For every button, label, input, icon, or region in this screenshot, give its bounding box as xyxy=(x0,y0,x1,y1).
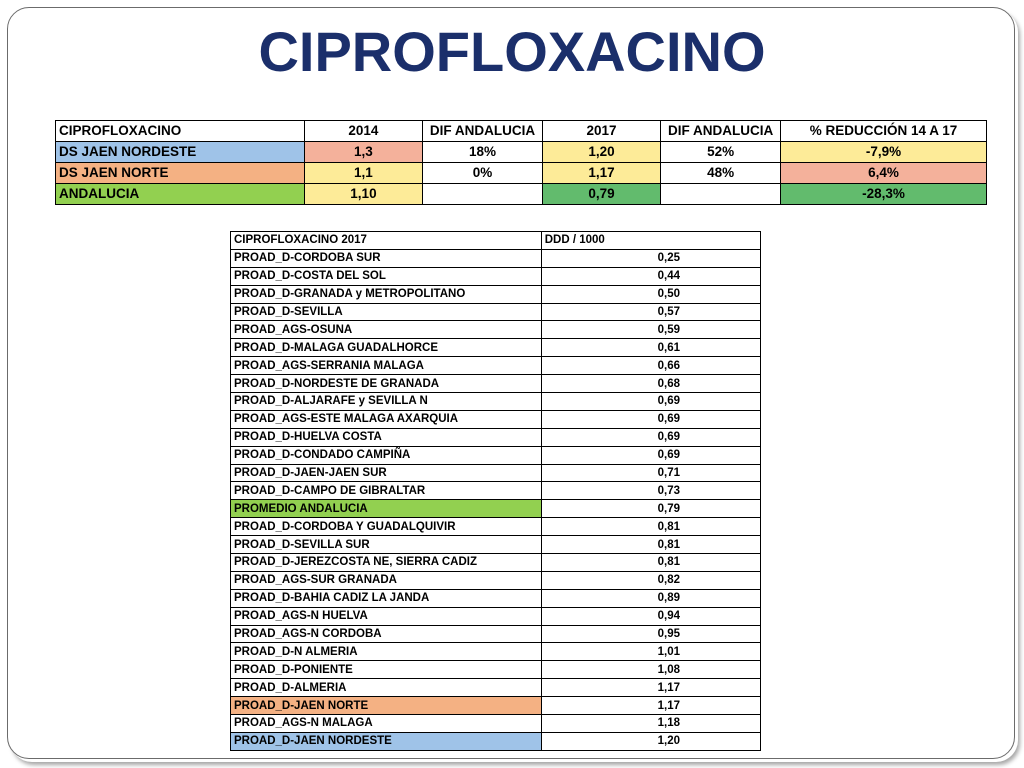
ranking-row xyxy=(231,571,761,589)
ranking-value-cell: 0,59 xyxy=(541,321,760,339)
ranking-header-value: DDD / 1000 xyxy=(541,232,760,250)
ranking-value-cell: 0,44 xyxy=(541,267,760,285)
summary-cell-reduccion: 6,4% xyxy=(781,163,987,184)
ranking-row xyxy=(231,375,761,393)
summary-header-cell: CIPROFLOXACINO xyxy=(56,121,305,142)
ranking-value-cell: 0,73 xyxy=(541,482,760,500)
ranking-row xyxy=(231,339,761,357)
ranking-name-cell: PROAD_D-JAEN NORDESTE xyxy=(231,732,542,750)
ranking-name-cell: PROAD_D-BAHIA CADIZ LA JANDA xyxy=(231,589,542,607)
ranking-row xyxy=(231,518,761,536)
ranking-value-cell: 0,89 xyxy=(541,589,760,607)
page-title: CIPROFLOXACINO xyxy=(258,20,766,83)
ranking-row xyxy=(231,428,761,446)
ranking-name-cell: PROAD_AGS-N HUELVA xyxy=(231,607,542,625)
ranking-row xyxy=(231,697,761,715)
ranking-name-cell: PROAD_D-SEVILLA xyxy=(231,303,542,321)
ranking-row xyxy=(231,589,761,607)
ranking-name-cell: PROAD_D-JAEN NORTE xyxy=(231,697,542,715)
summary-header-cell: 2017 xyxy=(542,121,660,142)
ranking-row xyxy=(231,715,761,733)
ranking-name-cell: PROAD_D-CORDOBA Y GUADALQUIVIR xyxy=(231,518,542,536)
ranking-name-cell: PROAD_D-NORDESTE DE GRANADA xyxy=(231,375,542,393)
summary-header-cell: DIF ANDALUCIA xyxy=(661,121,781,142)
ranking-name-cell: PROAD_AGS-SERRANIA MALAGA xyxy=(231,357,542,375)
ranking-value-cell: 0,95 xyxy=(541,625,760,643)
summary-row xyxy=(56,163,987,184)
ranking-value-cell: 0,57 xyxy=(541,303,760,321)
ranking-row xyxy=(231,393,761,411)
summary-cell-v2014: 1,1 xyxy=(304,163,422,184)
ranking-row xyxy=(231,625,761,643)
ranking-value-cell: 0,69 xyxy=(541,428,760,446)
ranking-name-cell: PROAD_D-ALMERIA xyxy=(231,679,542,697)
ranking-value-cell: 1,17 xyxy=(541,697,760,715)
ranking-name-cell: PROAD_D-JEREZCOSTA NE, SIERRA CADIZ xyxy=(231,554,542,572)
ranking-value-cell: 0,25 xyxy=(541,249,760,267)
ranking-value-cell: 1,18 xyxy=(541,715,760,733)
summary-cell-v2014: 1,3 xyxy=(304,142,422,163)
ranking-row xyxy=(231,285,761,303)
ranking-value-cell: 1,01 xyxy=(541,643,760,661)
ranking-name-cell: PROAD_D-CAMPO DE GIBRALTAR xyxy=(231,482,542,500)
ranking-row xyxy=(231,321,761,339)
ranking-value-cell: 0,81 xyxy=(541,554,760,572)
ranking-value-cell: 0,82 xyxy=(541,571,760,589)
summary-header-cell: DIF ANDALUCIA xyxy=(423,121,543,142)
ranking-value-cell: 0,50 xyxy=(541,285,760,303)
ranking-value-cell: 0,61 xyxy=(541,339,760,357)
ranking-name-cell: PROAD_D-CORDOBA SUR xyxy=(231,249,542,267)
ranking-table-body xyxy=(231,232,761,751)
ranking-row xyxy=(231,267,761,285)
summary-cell-reduccion: -28,3% xyxy=(781,184,987,205)
ranking-name-cell: PROAD_D-HUELVA COSTA xyxy=(231,428,542,446)
ranking-name-cell: PROAD_D-N ALMERIA xyxy=(231,643,542,661)
summary-cell-v2014: 1,10 xyxy=(304,184,422,205)
ranking-value-cell: 0,69 xyxy=(541,446,760,464)
summary-cell-reduccion: -7,9% xyxy=(781,142,987,163)
summary-cell-v2017: 0,79 xyxy=(542,184,660,205)
summary-cell-name: DS JAEN NORDESTE xyxy=(56,142,305,163)
ranking-name-cell: PROAD_D-JAEN-JAEN SUR xyxy=(231,464,542,482)
ranking-row xyxy=(231,679,761,697)
ranking-name-cell: PROAD_D-MALAGA GUADALHORCE xyxy=(231,339,542,357)
ranking-name-cell: PROAD_D-SEVILLA SUR xyxy=(231,536,542,554)
summary-cell-dif2014 xyxy=(423,184,543,205)
summary-cell-name: ANDALUCIA xyxy=(56,184,305,205)
ranking-value-cell: 0,69 xyxy=(541,393,760,411)
summary-header-cell: % REDUCCIÓN 14 A 17 xyxy=(781,121,987,142)
ranking-row xyxy=(231,536,761,554)
summary-cell-dif2014: 0% xyxy=(423,163,543,184)
ranking-value-cell: 0,68 xyxy=(541,375,760,393)
summary-cell-dif2017: 48% xyxy=(661,163,781,184)
ranking-row xyxy=(231,643,761,661)
ranking-value-cell: 0,94 xyxy=(541,607,760,625)
ranking-name-cell: PROMEDIO ANDALUCIA xyxy=(231,500,542,518)
summary-row xyxy=(56,142,987,163)
summary-table-body xyxy=(56,121,987,205)
ranking-value-cell: 1,17 xyxy=(541,679,760,697)
ranking-row xyxy=(231,500,761,518)
ranking-header-row xyxy=(231,232,761,250)
ranking-table xyxy=(230,231,761,751)
ranking-name-cell: PROAD_AGS-SUR GRANADA xyxy=(231,571,542,589)
summary-cell-dif2014: 18% xyxy=(423,142,543,163)
ranking-value-cell: 0,66 xyxy=(541,357,760,375)
ranking-name-cell: PROAD_AGS-N CORDOBA xyxy=(231,625,542,643)
ranking-row xyxy=(231,446,761,464)
summary-cell-name: DS JAEN NORTE xyxy=(56,163,305,184)
summary-cell-dif2017 xyxy=(661,184,781,205)
ranking-row xyxy=(231,732,761,750)
ranking-value-cell: 0,81 xyxy=(541,518,760,536)
ranking-name-cell: PROAD_AGS-ESTE MALAGA AXARQUIA xyxy=(231,410,542,428)
ranking-name-cell: PROAD_D-CONDADO CAMPIÑA xyxy=(231,446,542,464)
summary-header-row xyxy=(56,121,987,142)
ranking-row xyxy=(231,249,761,267)
ranking-value-cell: 0,81 xyxy=(541,536,760,554)
ranking-name-cell: PROAD_AGS-OSUNA xyxy=(231,321,542,339)
ranking-row xyxy=(231,464,761,482)
ranking-row xyxy=(231,357,761,375)
ranking-name-cell: PROAD_D-ALJARAFE y SEVILLA N xyxy=(231,393,542,411)
ranking-value-cell: 0,79 xyxy=(541,500,760,518)
summary-table xyxy=(55,120,987,205)
ranking-row xyxy=(231,303,761,321)
ranking-value-cell: 1,08 xyxy=(541,661,760,679)
ranking-name-cell: PROAD_AGS-N MALAGA xyxy=(231,715,542,733)
summary-cell-v2017: 1,17 xyxy=(542,163,660,184)
summary-cell-dif2017: 52% xyxy=(661,142,781,163)
ranking-name-cell: PROAD_D-PONIENTE xyxy=(231,661,542,679)
ranking-row xyxy=(231,410,761,428)
ranking-row xyxy=(231,607,761,625)
ranking-row xyxy=(231,661,761,679)
ranking-name-cell: PROAD_D-COSTA DEL SOL xyxy=(231,267,542,285)
ranking-row xyxy=(231,554,761,572)
ranking-row xyxy=(231,482,761,500)
ranking-name-cell: PROAD_D-GRANADA y METROPOLITANO xyxy=(231,285,542,303)
summary-header-cell: 2014 xyxy=(304,121,422,142)
ranking-value-cell: 1,20 xyxy=(541,732,760,750)
ranking-value-cell: 0,71 xyxy=(541,464,760,482)
summary-row xyxy=(56,184,987,205)
summary-cell-v2017: 1,20 xyxy=(542,142,660,163)
ranking-header-name: CIPROFLOXACINO 2017 xyxy=(231,232,542,250)
ranking-value-cell: 0,69 xyxy=(541,410,760,428)
